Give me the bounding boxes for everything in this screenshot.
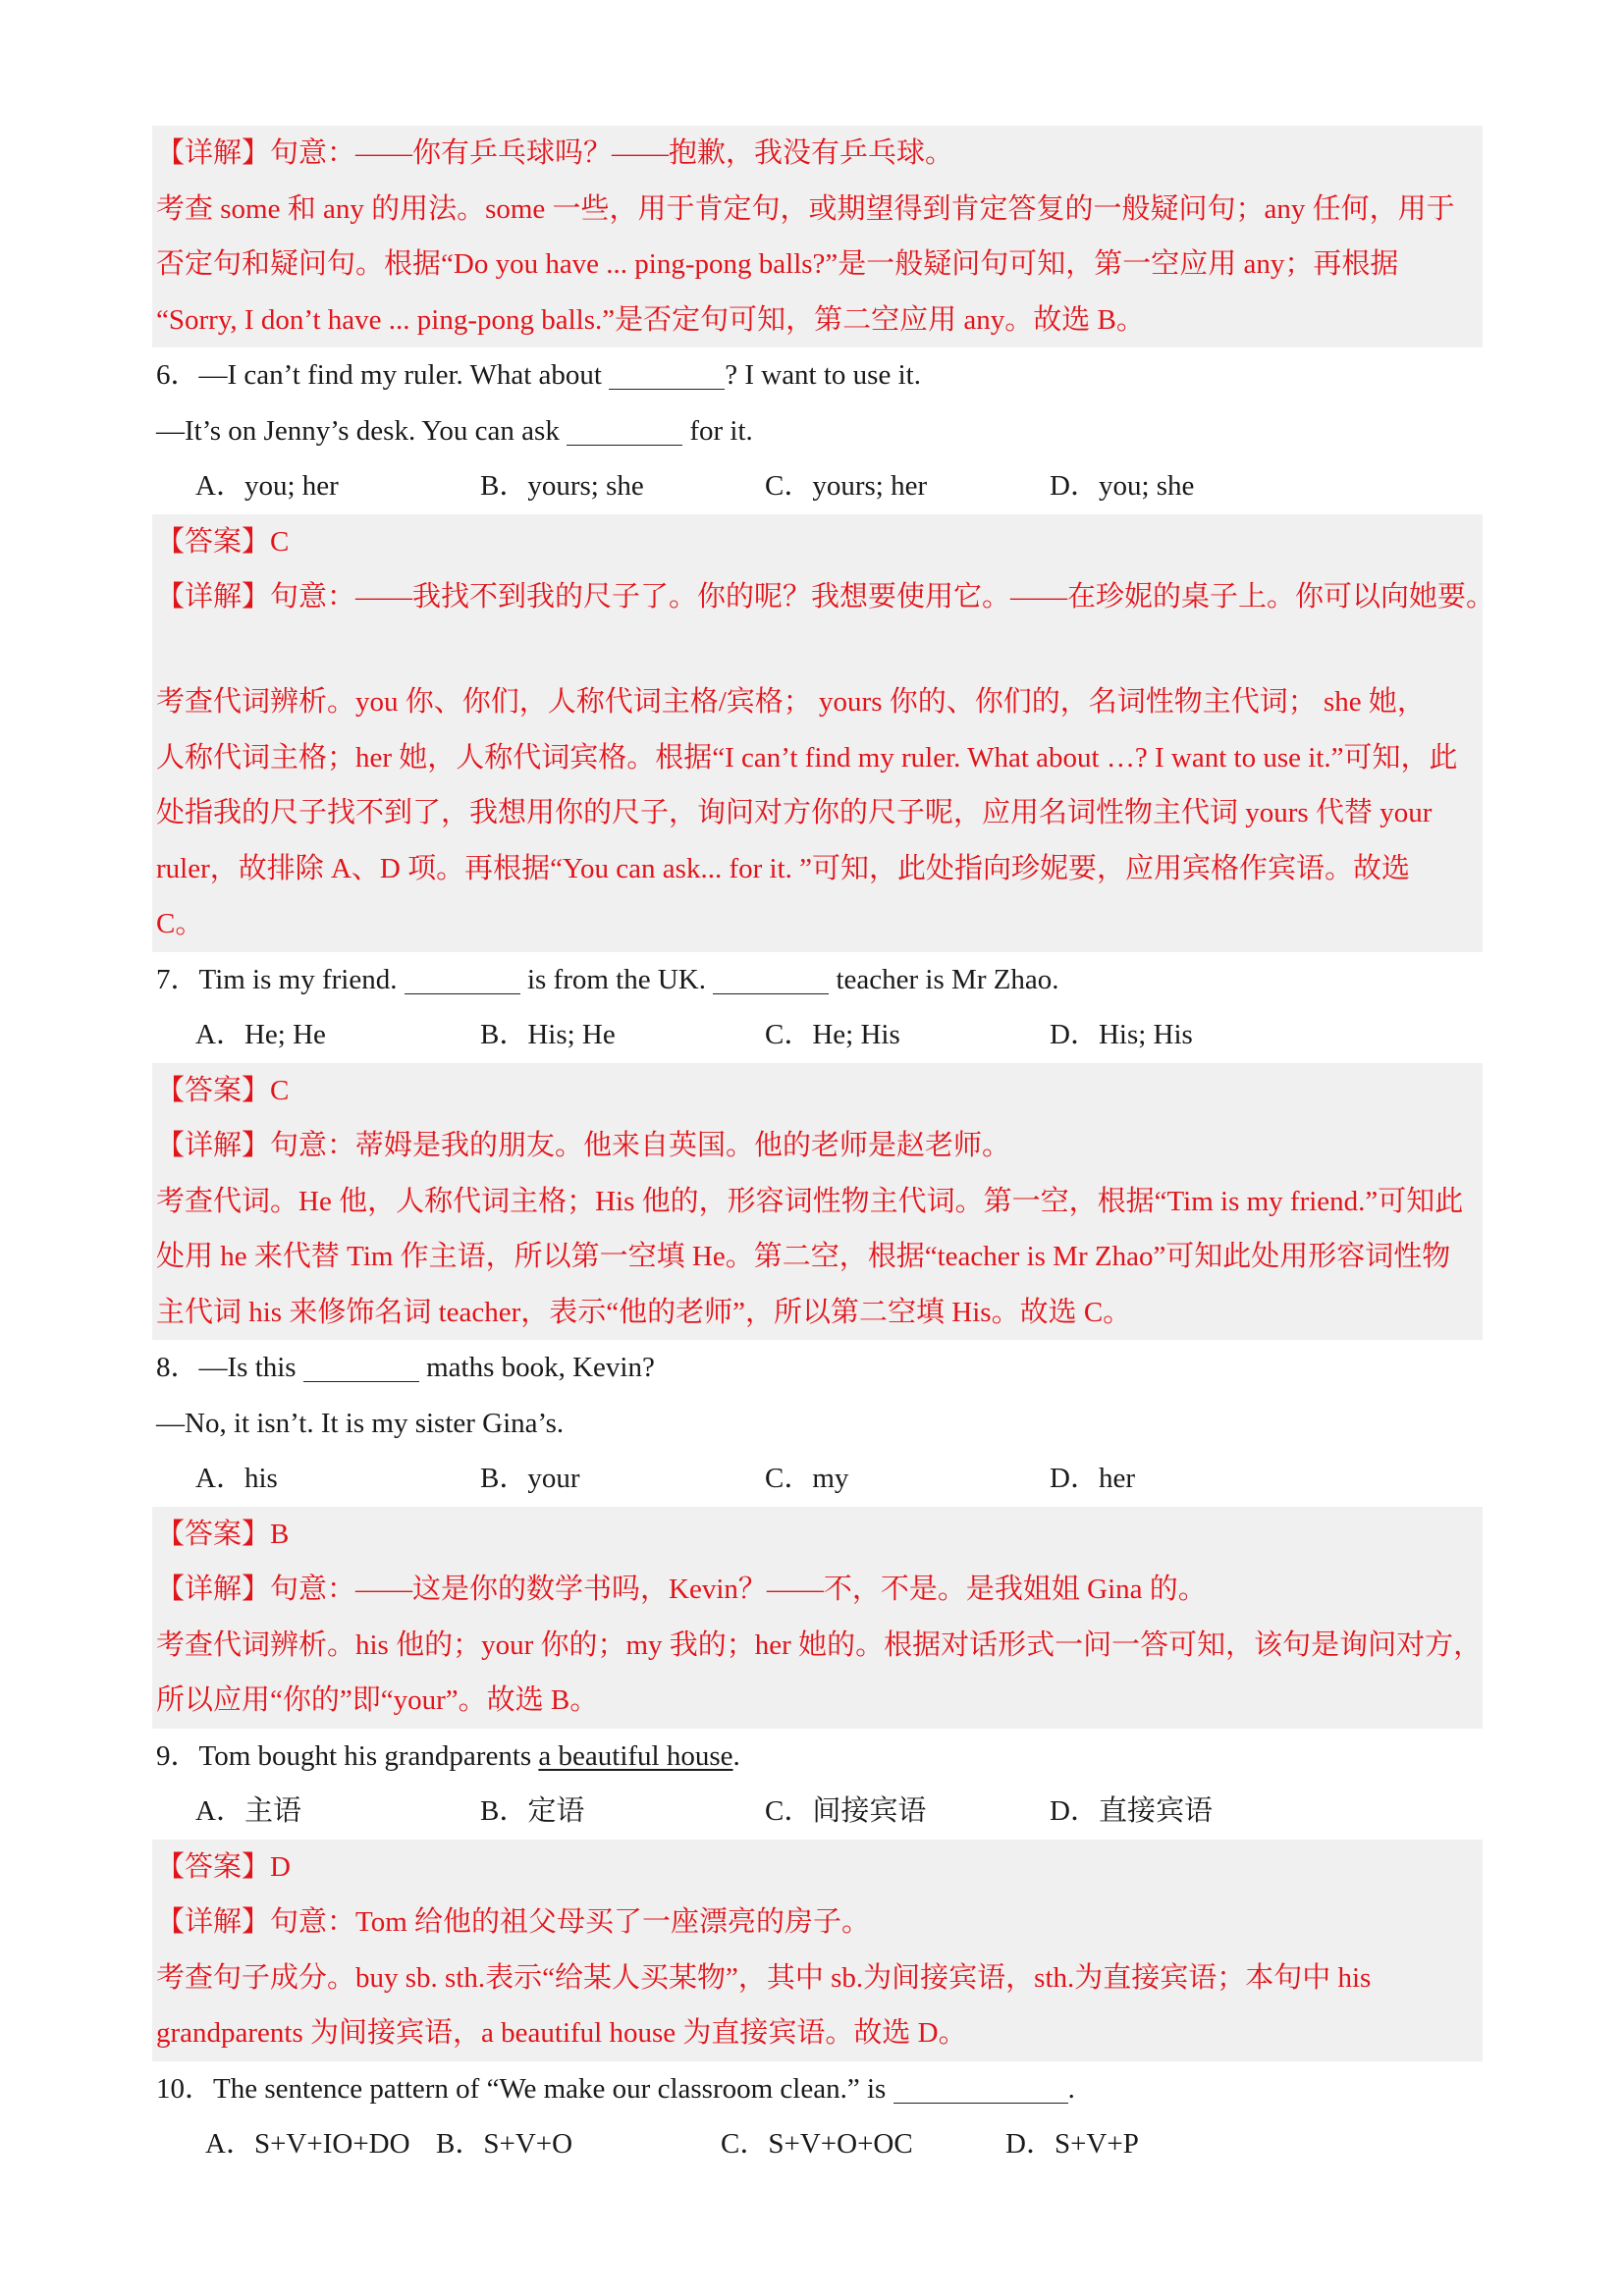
option-a: A．主语: [195, 1795, 301, 1827]
option-d: D．His; His: [1050, 1019, 1193, 1050]
question-6-reply: —It’s on Jenny’s desk. You can ask for it.: [156, 414, 753, 447]
option-c: C．my: [765, 1463, 849, 1494]
answer-blank: [713, 962, 829, 994]
explanation-line: 主代词 his 来修饰名词 teacher，表示“他的老师”，所以第二空填 His。故选 C。: [156, 1296, 1132, 1328]
option-c: C．S+V+O+OC: [721, 2128, 913, 2160]
option-b: B．yours; she: [480, 470, 644, 502]
q5-explanation: [152, 126, 1483, 347]
answer-blank: [893, 2071, 1068, 2104]
explanation-line: C。: [156, 908, 204, 939]
question-6-options: [152, 458, 1483, 514]
question-9-options: [152, 1784, 1483, 1840]
explanation-meaning: 【详解】句意：——这是你的数学书吗，Kevin？——不，不是。是我姐姐 Gina 的。: [156, 1574, 1207, 1605]
option-c: C．yours; her: [765, 470, 928, 502]
explanation-line: 考查代词辨析。you 你、你们，人称代词主格/宾格； yours 你的、你们的，名词性物主代词； she 她，: [156, 686, 1426, 718]
option-a: A．S+V+IO+DO: [205, 2128, 410, 2160]
explanation-meaning: 【详解】句意：蒂姆是我的朋友。他来自英国。他的老师是赵老师。: [156, 1130, 1011, 1161]
option-c: C．间接宾语: [765, 1795, 927, 1827]
explanation-meaning: 【详解】句意：——你有乒乓球吗？——抱歉，我没有乒乓球。: [156, 137, 954, 169]
question-8-explanation: [152, 1507, 1483, 1729]
question-8-options: [152, 1451, 1483, 1507]
question-6-explanation: [152, 514, 1495, 952]
question-7-options: [152, 1007, 1483, 1063]
option-d: D．her: [1050, 1463, 1135, 1494]
explanation-line: grandparents 为间接宾语，a beautiful house 为直接宾语。故选 D。: [156, 2017, 967, 2049]
explanation-meaning: 【详解】句意：——我找不到我的尺子了。你的呢？我想要使用它。——在珍妮的桌子上。你可以向她要。: [156, 581, 1495, 613]
question-8-reply: —No, it isn’t. It is my sister Gina’s.: [156, 1407, 565, 1439]
option-a: A．his: [195, 1463, 278, 1494]
option-b: B．your: [480, 1463, 580, 1494]
answer-blank: [405, 962, 520, 994]
document-page: [152, 126, 1495, 2172]
question-6-stem: 6．—I can’t find my ruler. What about ? I want to use it.: [156, 359, 921, 391]
option-b: B．S+V+O: [436, 2128, 573, 2160]
question-10-stem: 10．The sentence pattern of “We make our classroom clean.” is .: [156, 2072, 1075, 2105]
explanation-line: 否定句和疑问句。根据“Do you have ... ping-pong balls?”是一般疑问句可知，第一空应用 any；再根据: [156, 248, 1399, 280]
answer-blank: [303, 1350, 419, 1382]
option-d: D．you; she: [1050, 470, 1195, 502]
question-10-options: [152, 2116, 1483, 2172]
explanation-line: 考查代词。He 他，人称代词主格；His 他的，形容词性物主代词。第一空，根据“Tim is my friend.”可知此: [156, 1185, 1464, 1217]
explanation-meaning: 【详解】句意：Tom 给他的祖父母买了一座漂亮的房子。: [156, 1906, 870, 1938]
option-c: C．He; His: [765, 1019, 900, 1050]
explanation-line: 处指我的尺子找不到了，我想用你的尺子，询问对方你的尺子呢，应用名词性物主代词 yours 代替 your: [156, 797, 1433, 828]
answer-label: 【答案】D: [156, 1850, 291, 1883]
explanation-line: ruler，故排除 A、D 项。再根据“You can ask... for it. ”可知，此处指向珍妮要，应用宾格作宾语。故选: [156, 852, 1410, 884]
explanation-line: 所以应用“你的”即“your”。故选 B。: [156, 1684, 599, 1716]
option-d: D．S+V+P: [1005, 2128, 1139, 2160]
explanation-line: 处用 he 来代替 Tim 作主语，所以第一空填 He。第二空，根据“teacher is Mr Zhao”可知此处用形容词性物: [156, 1241, 1451, 1272]
explanation-line: “Sorry, I don’t have ... ping-pong balls.”是否定句可知，第二空应用 any。故选 B。: [156, 303, 1145, 336]
underlined-phrase: a beautiful house: [538, 1739, 733, 1772]
question-9-explanation: [152, 1840, 1483, 2061]
answer-blank: [567, 413, 682, 446]
explanation-line: 考查代词辨析。his 他的；your 你的；my 我的；her 她的。根据对话形式一问一答可知，该句是询问对方，: [156, 1629, 1483, 1661]
answer-label: 【答案】C: [156, 1074, 290, 1106]
question-9-stem: 9．Tom bought his grandparents a beautiful house.: [156, 1739, 740, 1772]
option-d: D．直接宾语: [1050, 1795, 1213, 1827]
option-a: A．He; He: [195, 1019, 326, 1050]
explanation-line: 人称代词主格；her 她，人称代词宾格。根据“I can’t find my ruler. What about …? I want to use it.”可知，此: [156, 741, 1458, 774]
option-a: A．you; her: [195, 470, 339, 502]
answer-label: 【答案】C: [156, 525, 290, 558]
answer-blank: [609, 357, 725, 390]
question-7-stem: 7．Tim is my friend. is from the UK. teacher is Mr Zhao.: [156, 963, 1059, 995]
question-8-stem: 8．—Is this maths book, Kevin?: [156, 1352, 655, 1383]
option-b: B．定语: [480, 1795, 585, 1827]
answer-label: 【答案】B: [156, 1518, 290, 1550]
explanation-line: 考查句子成分。buy sb. sth.表示“给某人买某物”，其中 sb.为间接宾语，sth.为直接宾语；本句中 his: [156, 1961, 1372, 1994]
question-7-explanation: [152, 1063, 1483, 1341]
explanation-line: 考查 some 和 any 的用法。some 一些，用于肯定句，或期望得到肯定答复的一般疑问句；any 任何，用于: [156, 192, 1455, 225]
option-b: B．His; He: [480, 1019, 616, 1050]
